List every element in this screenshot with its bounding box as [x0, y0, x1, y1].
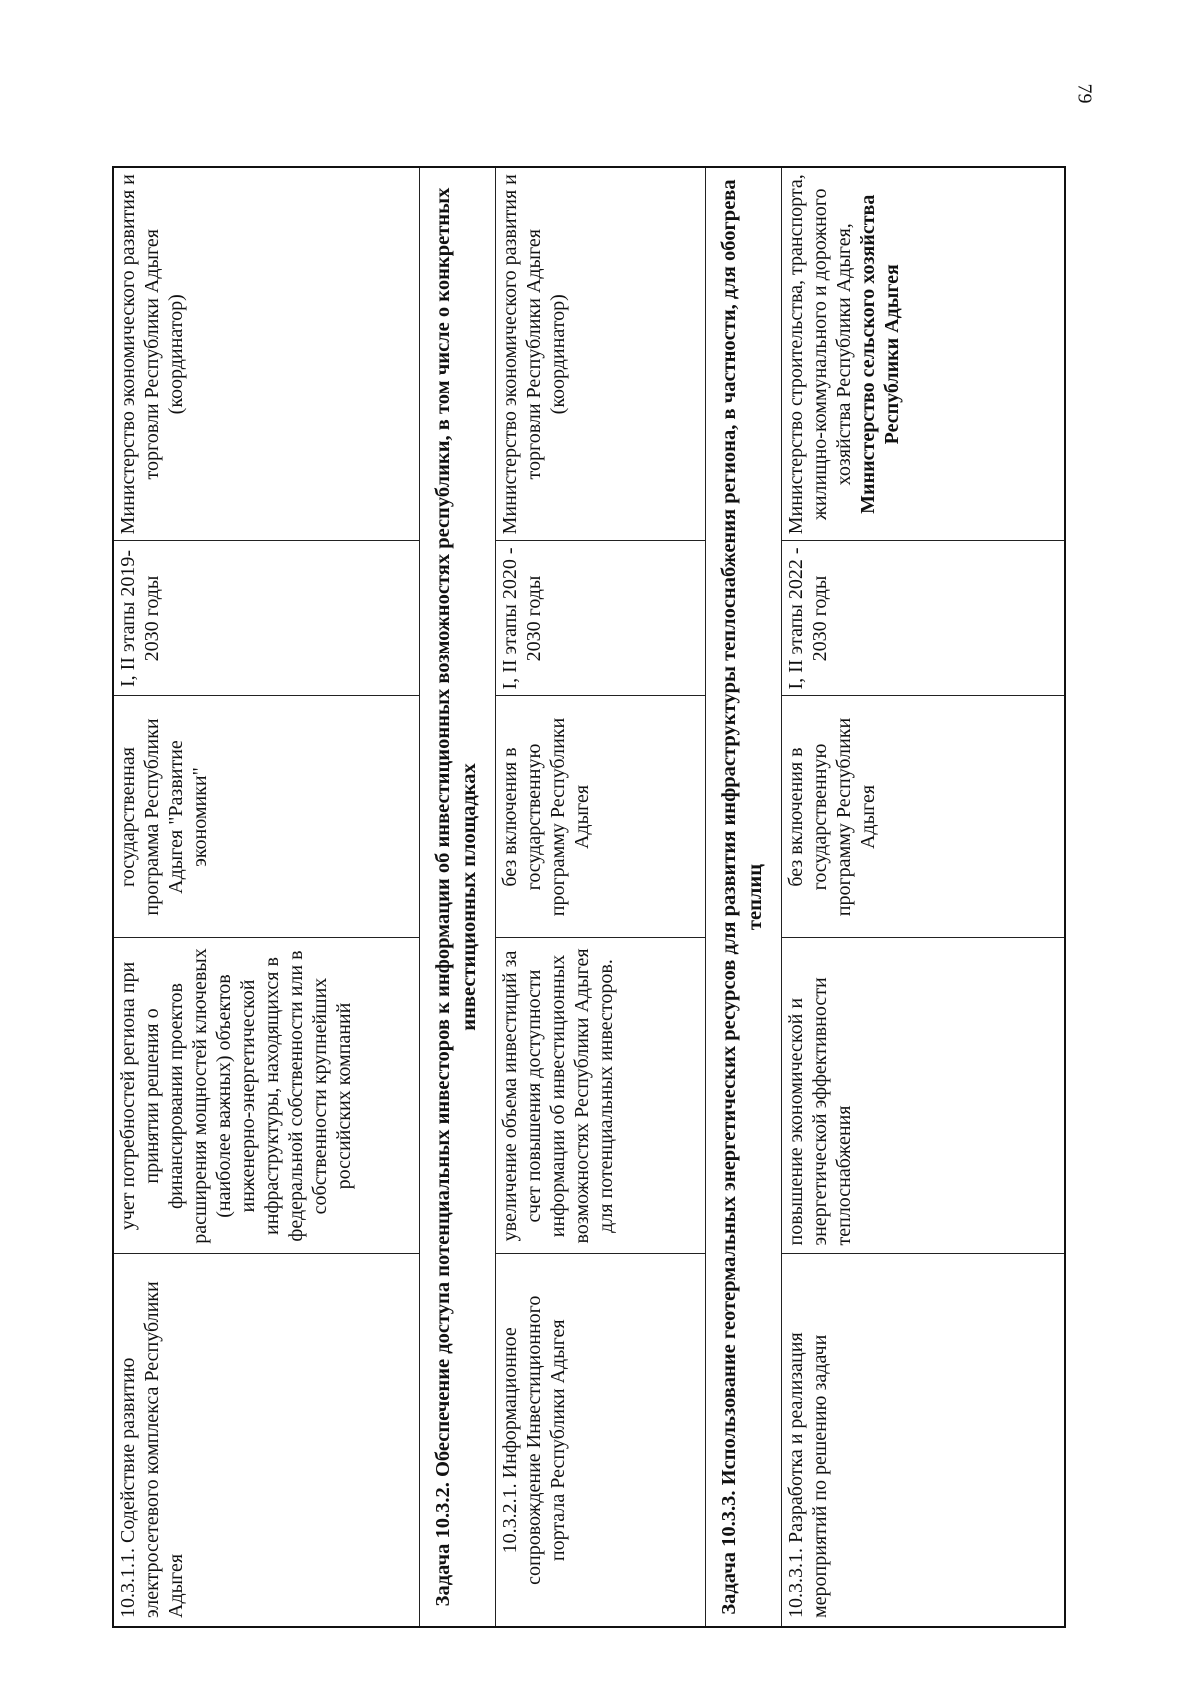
table-row — [495, 167, 705, 1627]
result-cell: учет потребностей региона при принятии решения о финансировании проектов расширения мощностей ключевых (наиболее важных) объектов инженерно-энергетической инфраструктуры, находящихся в федеральной собственности или в собственности крупнейших российских компаний — [113, 938, 419, 1254]
program-cell: без включения в государственную программу Республики Адыгея — [781, 696, 1065, 938]
measure-cell: 10.3.2.1. Информационное сопровождение Инвестиционного портала Республики Адыгея — [495, 1254, 705, 1627]
executor-bold-text: Министерство сельского хозяйства Республики Адыгея — [856, 194, 903, 514]
executor-cell: Министерство экономического развития и торговли Республики Адыгея (координатор) — [113, 167, 419, 541]
result-cell: увеличение объема инвестиций за счет повышения доступности информации об инвестиционных возможностях Республики Адыгея для потенциальных инвесторов. — [495, 938, 705, 1254]
period-cell: I, II этапы 2019-2030 годы — [113, 541, 419, 696]
task-section-row — [419, 167, 495, 1627]
action-plan-table — [112, 166, 1066, 1628]
rotated-table-wrapper — [112, 168, 1064, 1628]
result-cell: повышение экономической и энергетической эффективности теплоснабжения — [781, 938, 1065, 1254]
executor-cell: Министерство экономического развития и торговли Республики Адыгея (координатор) — [495, 167, 705, 541]
program-cell: без включения в государственную программу Республики Адыгея — [495, 696, 705, 938]
executor-text: Министерство строительства, транспорта, жилищно-коммунального и дорожного хозяйства Республики Адыгея, — [784, 174, 855, 535]
program-cell: государственная программа Республики Адыгея "Развитие экономики" — [113, 696, 419, 938]
measure-cell: 10.3.3.1. Разработка и реализация мероприятий по решению задачи — [781, 1254, 1065, 1627]
table-row — [781, 167, 1065, 1627]
task-section-row — [705, 167, 781, 1627]
period-cell: I, II этапы 2020 - 2030 годы — [495, 541, 705, 696]
executor-cell — [781, 167, 1065, 541]
task-heading: Задача 10.3.3. Использование геотермальных энергетических ресурсов для развития инфраструктуры теплоснабжения региона, в частности, для обогрева теплиц — [705, 167, 781, 1627]
table-row — [113, 167, 419, 1627]
period-cell: I, II этапы 2022 - 2030 годы — [781, 541, 1065, 696]
measure-cell: 10.3.1.1. Содействие развитию электросетевого комплекса Республики Адыгея — [113, 1254, 419, 1627]
page-number: 79 — [1073, 83, 1096, 104]
task-heading: Задача 10.3.2. Обеспечение доступа потенциальных инвесторов к информации об инвестиционных возможностях республики, в том числе о конкретных инвестиционных площадках — [419, 167, 495, 1627]
